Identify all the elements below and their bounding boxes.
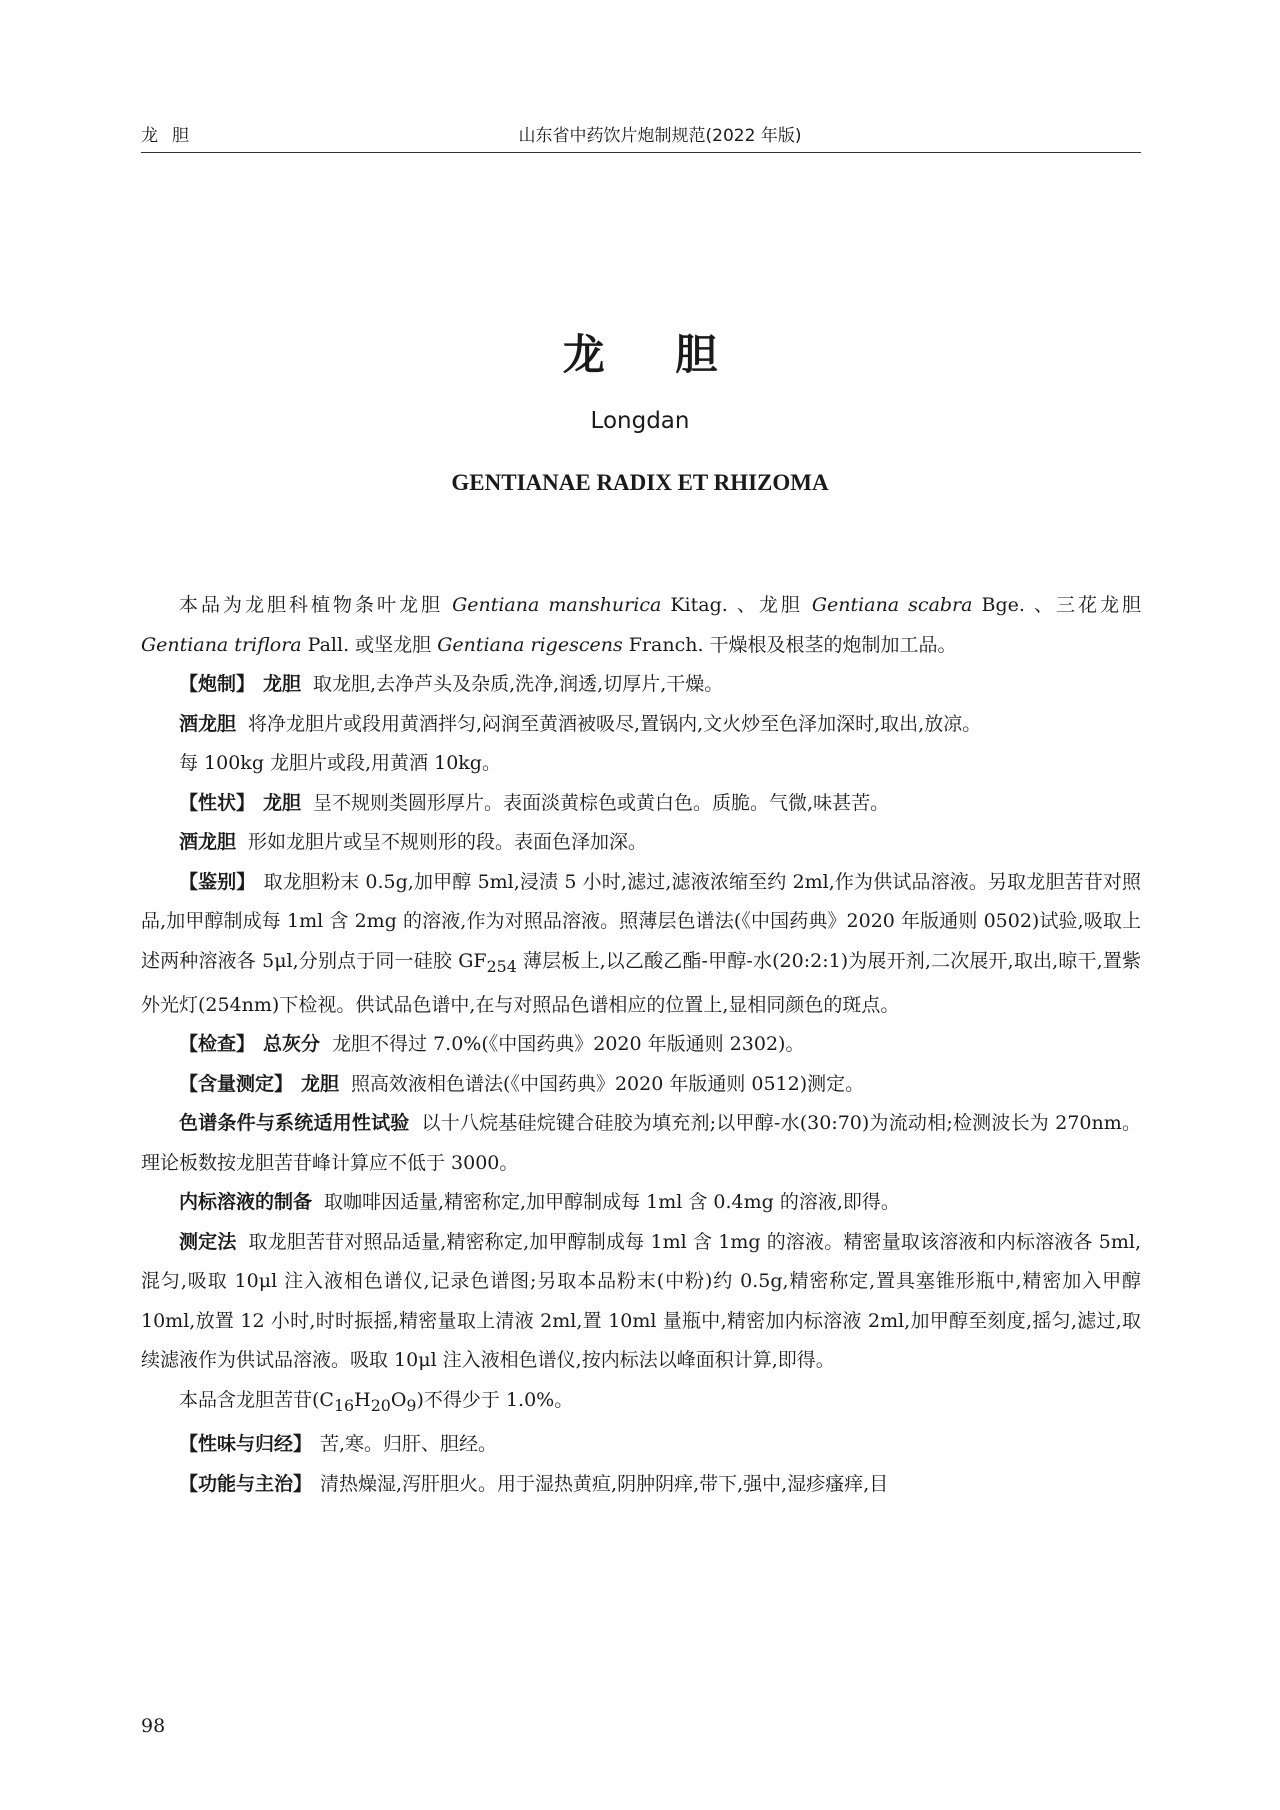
intro-text: Franch. 干燥根及根茎的炮制加工品。 [622,633,957,656]
species-name: Gentiana scabra [811,594,973,616]
gongneng-paragraph [141,1465,1141,1505]
subheading: 内标溶液的制备 [179,1191,313,1214]
paragraph-text: 取龙胆粉末 0.5g,加甲醇 5ml,浸渍 5 小时,滤过,滤液浓缩至约 2ml,作为供试品溶液。另取龙胆苦苷对照品,加甲醇制成每 1ml 含 2mg 的溶液,作为对照品溶液。照薄层色谱法(《中国药典》2020 年版通则 0502)试验,吸取上述两种溶液各 5μl,分别点于同一硅胶 GF [141,870,1141,972]
subheading: 酒龙胆 [179,712,237,735]
paragraph-text: 苦,寒。归肝、胆经。 [320,1433,498,1456]
jiulongdan-paragraph [141,705,1141,745]
paragraph-text: 薄层板上,以乙酸乙酯-甲醇-水(20:2:1)为展开剂,二次展开,取出,晾干,置紫外光灯(254nm)下检视。供试品色谱中,在与对照品色谱相应的位置上,显相同颜色的斑点。 [141,949,1142,1016]
internal-standard-paragraph [141,1183,1141,1223]
jianbie-paragraph [141,863,1141,1026]
xingzhuang-paragraph [141,784,1141,824]
intro-text: Pall. 或坚龙胆 [301,633,438,656]
paragraph-text: 将净龙胆片或段用黄酒拌匀,闷润至黄酒被吸尽,置锅内,文火炒至色泽加深时,取出,放凉。 [248,712,982,735]
chromatography-conditions-paragraph [141,1104,1141,1183]
header-rule [141,152,1141,153]
section-label-paozhi: 【炮制】 [179,673,256,695]
section-label-jiancha: 【检查】 [179,1033,256,1056]
method-paragraph [141,1223,1141,1381]
subheading: 总灰分 [263,1033,321,1056]
section-label-xingzhuang: 【性状】 [179,791,256,814]
subscript: 20 [370,1395,391,1415]
paragraph-text: 取咖啡因适量,精密称定,加甲醇制成每 1ml 含 0.4mg 的溶液,即得。 [324,1191,900,1214]
intro-text: 本品为龙胆科植物条叶龙胆 [179,594,453,616]
paragraph-text: H [354,1388,371,1411]
page-number: 98 [141,1715,166,1737]
species-name: Gentiana manshurica [452,594,662,616]
subscript: 254 [486,956,517,976]
paragraph-text: 取龙胆苦苷对照品适量,精密称定,加甲醇制成每 1ml 含 1mg 的溶液。精密量取该溶液和内标溶液各 5ml,混匀,吸取 10μl 注入液相色谱仪,记录色谱图;另取本品粉末(中粉)约 0.5g,精密称定,置具塞锥形瓶中,精密加入甲醇 10ml,放置 12 小时,时时振摇,精密量取上清液 2ml,置 10ml 量瓶中,精密加内标溶液 2ml,加甲醇至刻度,摇匀,滤过,取续滤液作为供试品溶液。吸取 10μl 注入液相色谱仪,按内标法以峰面积计算,即得。 [141,1230,1141,1372]
species-name: Gentiana rigescens [437,633,623,656]
subheading: 酒龙胆 [179,831,237,853]
paragraph-text: 照高效液相色谱法(《中国药典》2020 年版通则 0512)测定。 [351,1072,865,1095]
subscript: 16 [333,1395,355,1415]
intro-text: Kitag. 、龙胆 [661,594,812,616]
paragraph-text: 本品含龙胆苦苷(C [179,1388,334,1411]
section-label-hanliang: 【含量测定】 [179,1072,294,1095]
pinyin-name: Longdan [590,408,690,434]
latin-name: GENTIANAE RADIX ET RHIZOMA [451,470,829,495]
monograph-title: 龙 胆 [562,330,746,379]
paragraph-text: 呈不规则类圆形厚片。表面淡黄棕色或黄白色。质脆。气微,味甚苦。 [313,791,890,814]
paozhi-paragraph [141,665,1141,705]
section-label-xingwei: 【性味与归经】 [179,1433,313,1456]
paragraph-text: 形如龙胆片或呈不规则形的段。表面色泽加深。 [248,831,648,853]
intro-paragraph [141,586,1141,665]
species-name: Gentiana triflora [141,633,302,656]
section-label-gongneng: 【功能与主治】 [179,1472,313,1495]
intro-text: Bge. 、三花龙胆 [972,594,1141,616]
paragraph-text: 龙胆不得过 7.0%(《中国药典》2020 年版通则 2302)。 [332,1033,805,1056]
subheading: 龙胆 [263,791,302,814]
paragraph-text: 以十八烷基硅烷键合硅胶为填充剂;以甲醇-水(30:70)为流动相;检测波长为 270nm。理论板数按龙胆苦苷峰计算应不低于 3000。 [141,1112,1141,1174]
subheading: 龙胆 [263,673,302,695]
paragraph-text: )不得少于 1.0%。 [416,1388,574,1411]
monograph-body [141,586,1141,1504]
jiancha-paragraph [141,1025,1141,1065]
xingzhuang-jiu-paragraph [141,823,1141,863]
subheading: 龙胆 [301,1072,340,1095]
paragraph-text: 清热燥湿,泻肝胆火。用于湿热黄疸,阴肿阴痒,带下,强中,湿疹瘙痒,目 [320,1472,889,1495]
running-header-left: 龙胆 [141,126,203,146]
subheading: 测定法 [179,1230,237,1253]
section-label-jianbie: 【鉴别】 [179,870,256,893]
subscript: 9 [406,1395,417,1415]
subheading: 色谱条件与系统适用性试验 [179,1112,410,1135]
hanliang-paragraph [141,1065,1141,1105]
amount-paragraph: 每 100kg 龙胆片或段,用黄酒 10kg。 [179,752,501,774]
paragraph-text: O [390,1388,407,1411]
running-header-title: 山东省中药饮片炮制规范(2022 年版) [518,126,802,146]
xingwei-paragraph [141,1425,1141,1465]
content-limit-paragraph [141,1381,1141,1425]
paragraph-text: 取龙胆,去净芦头及杂质,洗净,润透,切厚片,干燥。 [313,673,724,695]
